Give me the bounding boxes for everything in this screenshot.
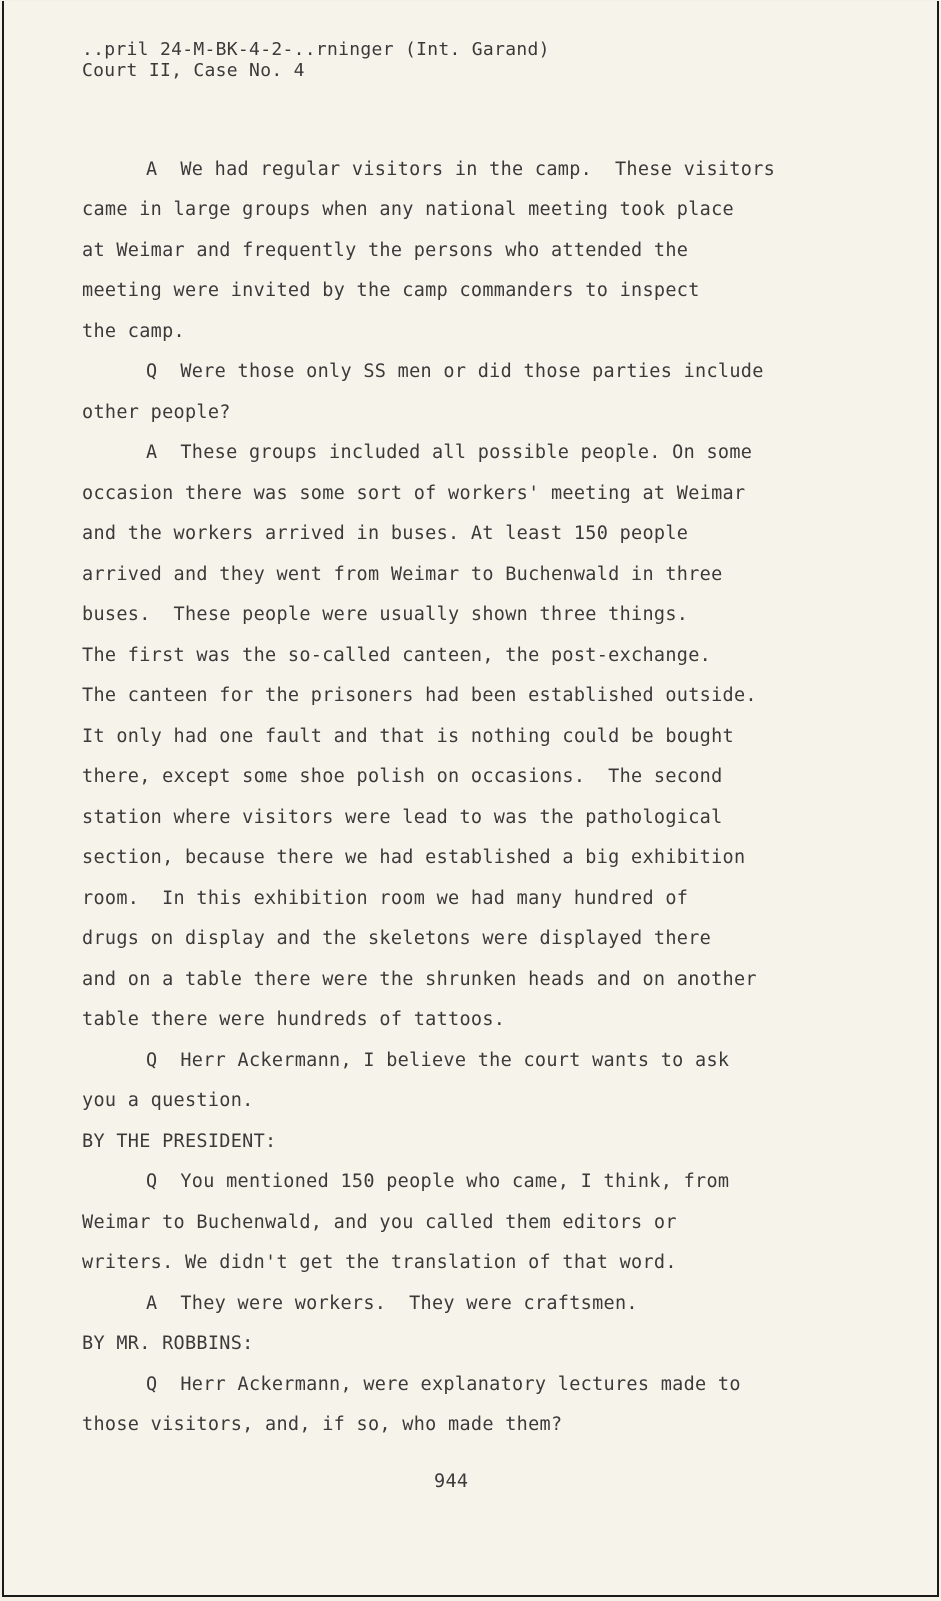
text-line: Weimar to Buchenwald, and you called them editors or [82,1212,677,1233]
text-line: table there were hundreds of tattoos. [82,1009,506,1030]
text-line: at Weimar and frequently the persons who attended the [82,240,689,261]
text-line: arrived and they went from Weimar to Buchenwald in three [82,564,723,585]
text-line: A They were workers. They were craftsmen. [146,1293,638,1314]
page-number: 944 [434,1471,469,1492]
text-line: there, except some shoe polish on occasions. The second [82,766,723,787]
text-line: and the workers arrived in buses. At least 150 people [82,523,689,544]
speaker-heading: BY MR. ROBBINS: [82,1333,254,1354]
text-line: meeting were invited by the camp commanders to inspect [82,280,700,301]
text-line: station where visitors were lead to was the pathological [82,807,723,828]
text-line: the camp. [82,321,185,342]
text-line: came in large groups when any national meeting took place [82,199,734,220]
text-line: A These groups included all possible people. On some [146,442,753,463]
text-line: Q You mentioned 150 people who came, I think, from [146,1171,730,1192]
text-line: writers. We didn't get the translation of that word. [82,1252,677,1273]
header-line-2: Court II, Case No. 4 [82,60,305,81]
text-line: The first was the so-called canteen, the post-exchange. [82,645,712,666]
speaker-heading: BY THE PRESIDENT: [82,1131,277,1152]
text-line: A We had regular visitors in the camp. These visitors [146,159,776,180]
text-line: room. In this exhibition room we had many hundred of [82,888,689,909]
text-line: The canteen for the prisoners had been established outside. [82,685,757,706]
text-line: occasion there was some sort of workers' meeting at Weimar [82,483,746,504]
text-line: and on a table there were the shrunken heads and on another [82,969,757,990]
text-line: It only had one fault and that is nothing could be bought [82,726,734,747]
text-line: section, because there we had established a big exhibition [82,847,746,868]
document-page [2,1,939,1597]
text-line: Q Herr Ackermann, were explanatory lectures made to [146,1374,741,1395]
text-line: drugs on display and the skeletons were displayed there [82,928,712,949]
text-line: buses. These people were usually shown three things. [82,604,689,625]
text-line: you a question. [82,1090,254,1111]
header-line-1: ..pril 24-M-BK-4-2-..rninger (Int. Garand) [82,39,550,60]
text-line: Q Were those only SS men or did those parties include [146,361,764,382]
text-line: those visitors, and, if so, who made them? [82,1414,563,1435]
text-line: other people? [82,402,231,423]
text-line: Q Herr Ackermann, I believe the court wants to ask [146,1050,730,1071]
